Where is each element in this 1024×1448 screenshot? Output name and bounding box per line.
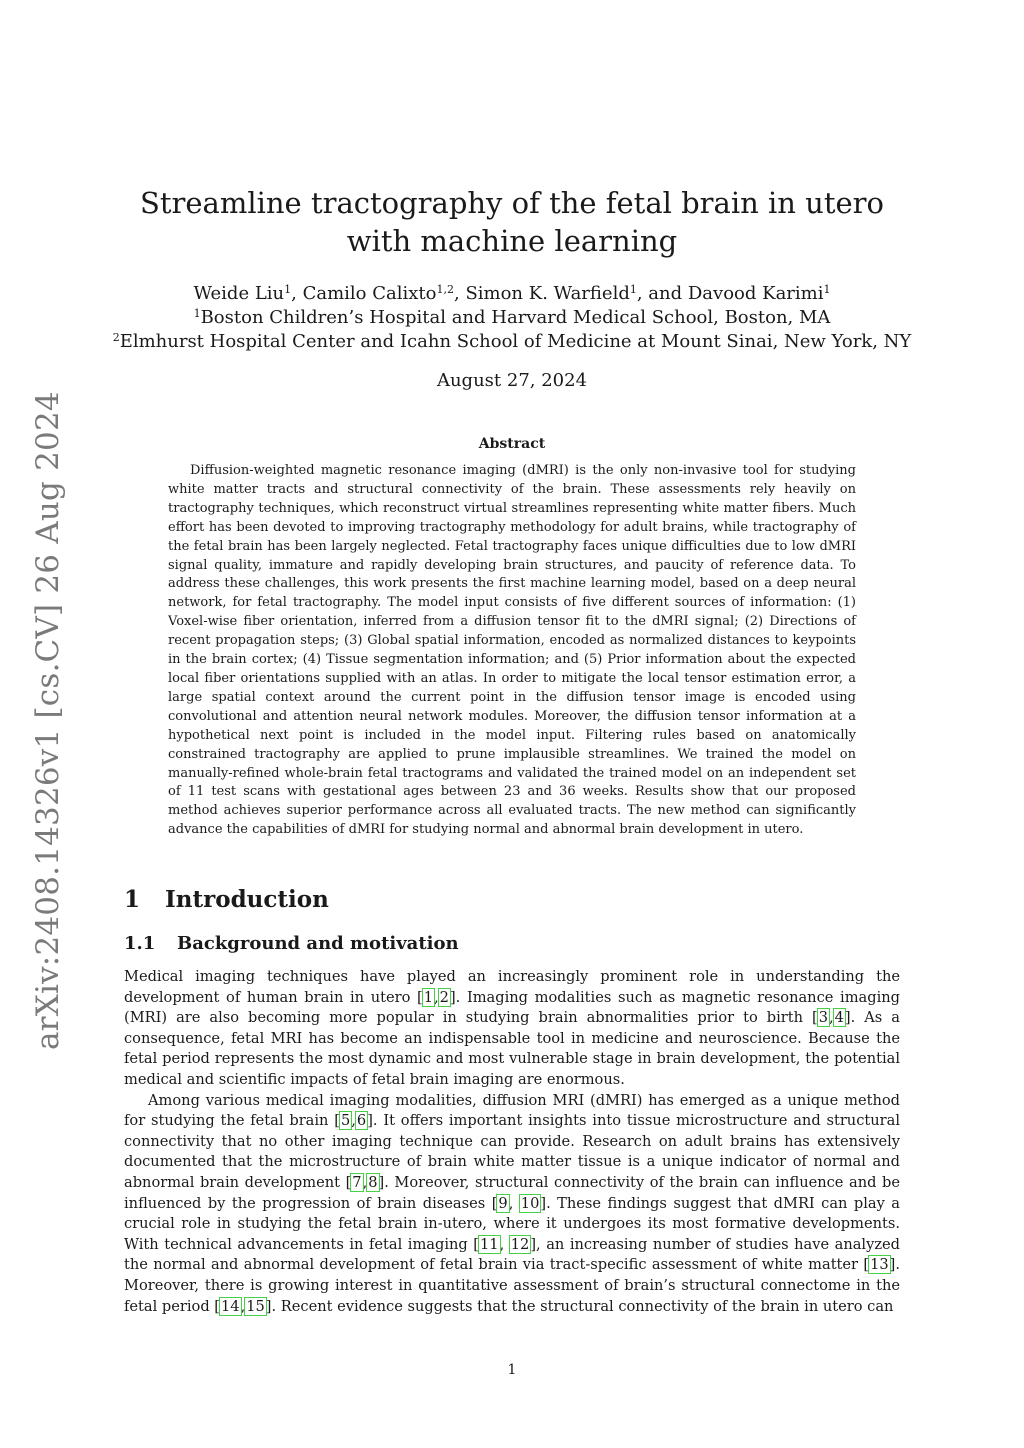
author-separator: , and [636, 283, 688, 304]
introduction-body [124, 967, 900, 1317]
arxiv-identifier[interactable]: arXiv:2408.14326v1 [cs.CV] 26 Aug 2024 [30, 391, 66, 1050]
abstract-text: Diffusion-weighted magnetic resonance imaging (dMRI) is the only non-invasive tool for studying white matter tracts and structural connectivity of the brain. These assessments rely heavily on tractography techniques, which reconstruct virtual streamlines representing white matter fibers. Much effort has been devoted to improving tractography methodology for adult brains, while tractography of the fetal brain has been largely neglected. Fetal tractography faces unique difficulties due to low dMRI signal quality, immature and rapidly developing brain structures, and paucity of reference data. To address these challenges, this work presents the first machine learning model, based on a deep neural network, for fetal tractography. The model input consists of five different sources of information: (1) Voxel-wise fiber orientation, inferred from a diffusion tensor fit to the dMRI signal; (2) Directions of recent propagation steps; (3) Global spatial information, encoded as normalized distances to keypoints in the brain cortex; (4) Tissue segmentation information; and (5) Prior information about the expected local fiber orientations supplied with an atlas. In order to mitigate the local tensor estimation error, a large spatial context around the current point in the diffusion tensor image is encoded using convolutional and attention neural network modules. Moreover, the diffusion tensor information at a hypothetical next point is included in the model input. Filtering rules based on anatomically constrained tractography are applied to prune implausible streamlines. We trained the model on manually-refined whole-brain fetal tractograms and validated the trained model on an independent set of 11 test scans with gestational ages between 23 and 36 weeks. Results show that our proposed method achieves superior performance across all evaluated tracts. The new method can significantly advance the capabilities of dMRI for studying normal and abnormal brain development in utero. [168, 463, 856, 838]
author-name: Camilo Calixto [302, 283, 437, 304]
body-paragraph [124, 967, 900, 1091]
author-separator: , [453, 283, 466, 304]
citation-link[interactable]: 14 [221, 1297, 240, 1315]
citation-link[interactable]: 8 [368, 1173, 378, 1191]
subsection-heading [124, 933, 459, 954]
citation-link[interactable]: 10 [520, 1194, 540, 1212]
author-block [80, 282, 944, 354]
author-list [80, 282, 944, 306]
citation-link[interactable]: 6 [356, 1112, 367, 1130]
page-number: 1 [507, 1362, 517, 1378]
author-name: Davood Karimi [687, 283, 824, 304]
body-text-run: , [828, 1009, 834, 1027]
body-paragraph [124, 1091, 900, 1318]
author-affiliation-mark: 1,2 [436, 283, 454, 296]
body-text-run: ]. It offers important insights into tissue microstructure and structural connectivity that no other imaging technique can provide. Research on adult brains has extensively documented that the microstructure of brain white matter tissue is a unique indicator of normal and abnormal brain development [ [124, 1112, 900, 1191]
body-text-run: Among various medical imaging modalities, diffusion MRI (dMRI) has emerged as a unique method for studying the fetal brain [ [124, 1091, 900, 1130]
affiliation-mark: 1 [193, 307, 201, 320]
affiliation-text: Boston Children’s Hospital and Harvard Medical School, Boston, MA [200, 307, 831, 328]
subsection-title: Background and motivation [177, 933, 459, 954]
body-text-run: , [362, 1173, 368, 1191]
paper-title: Streamline tractography of the fetal brain in utero with machine learning [140, 186, 884, 258]
body-text-run: ]. These findings suggest that dMRI can play a crucial role in studying the fetal brain in-utero, where it undergoes its most formative developments. With technical advancements in fetal imaging [ [124, 1194, 900, 1253]
body-text-run: ]. Recent evidence suggests that the structural connectivity of the brain in utero can [265, 1297, 894, 1315]
citation-link[interactable]: 5 [340, 1112, 351, 1130]
affiliation-line [80, 306, 944, 330]
body-text-run: , [499, 1235, 510, 1253]
citation-link[interactable]: 12 [510, 1235, 530, 1253]
citation-link[interactable]: 7 [352, 1173, 362, 1191]
body-text-run: , [508, 1194, 520, 1212]
body-text-run: ]. Moreover, there is growing interest in quantitative assessment of brain’s structural connectome in the fetal period [ [124, 1256, 900, 1315]
section-heading [124, 886, 329, 913]
abstract-heading: Abstract [478, 436, 546, 452]
author-affiliation-mark: 1 [629, 283, 637, 296]
affiliation-line [80, 330, 944, 354]
author-affiliation-mark: 1 [823, 283, 831, 296]
citation-link[interactable]: 11 [480, 1235, 499, 1253]
citation-link[interactable]: 3 [818, 1009, 828, 1027]
body-text-run: , [351, 1112, 356, 1130]
publication-date: August 27, 2024 [436, 370, 588, 391]
body-text-run: ]. As a consequence, fetal MRI has become an indispensable tool in medicine and neuroscience. Because the fetal period represents the most dynamic and most vulnerable stage in brain development, the potential medical and scientific impacts of fetal brain imaging are enormous. [124, 1009, 900, 1088]
citation-link[interactable]: 1 [423, 988, 434, 1006]
body-text-run: , [240, 1297, 246, 1315]
section-number: 1 [124, 886, 141, 913]
citation-link[interactable]: 9 [498, 1194, 508, 1212]
affiliation-mark: 2 [112, 331, 120, 344]
affiliation-text: Elmhurst Hospital Center and Icahn School of Medicine at Mount Sinai, New York, NY [119, 331, 912, 352]
author-name: Weide Liu [193, 283, 285, 304]
citation-link[interactable]: 2 [439, 988, 449, 1006]
citation-link[interactable]: 13 [870, 1256, 889, 1274]
section-title: Introduction [165, 886, 329, 913]
subsection-number: 1.1 [124, 933, 156, 954]
citation-link[interactable]: 4 [834, 1009, 844, 1027]
affiliation-list [80, 306, 944, 354]
body-text-run: ]. Imaging modalities such as magnetic resonance imaging (MRI) are also becoming more popular in studying brain abnormalities prior to birth [ [124, 988, 900, 1027]
author-separator: , [291, 283, 303, 304]
body-text-run: ]. Moreover, structural connectivity of the brain can influence and be influenced by the progression of brain diseases [ [124, 1173, 900, 1212]
body-text-run: , [434, 988, 439, 1006]
body-text-run: ], an increasing number of studies have analyzed the normal and abnormal development of fetal brain via tract-specific assessment of white matter [ [124, 1235, 901, 1274]
body-text-run: Medical imaging techniques have played an increasingly prominent role in understanding the development of human brain in utero [ [124, 968, 900, 1006]
author-name: Simon K. Warfield [465, 283, 630, 304]
citation-link[interactable]: 15 [246, 1297, 265, 1315]
author-affiliation-mark: 1 [284, 283, 292, 296]
